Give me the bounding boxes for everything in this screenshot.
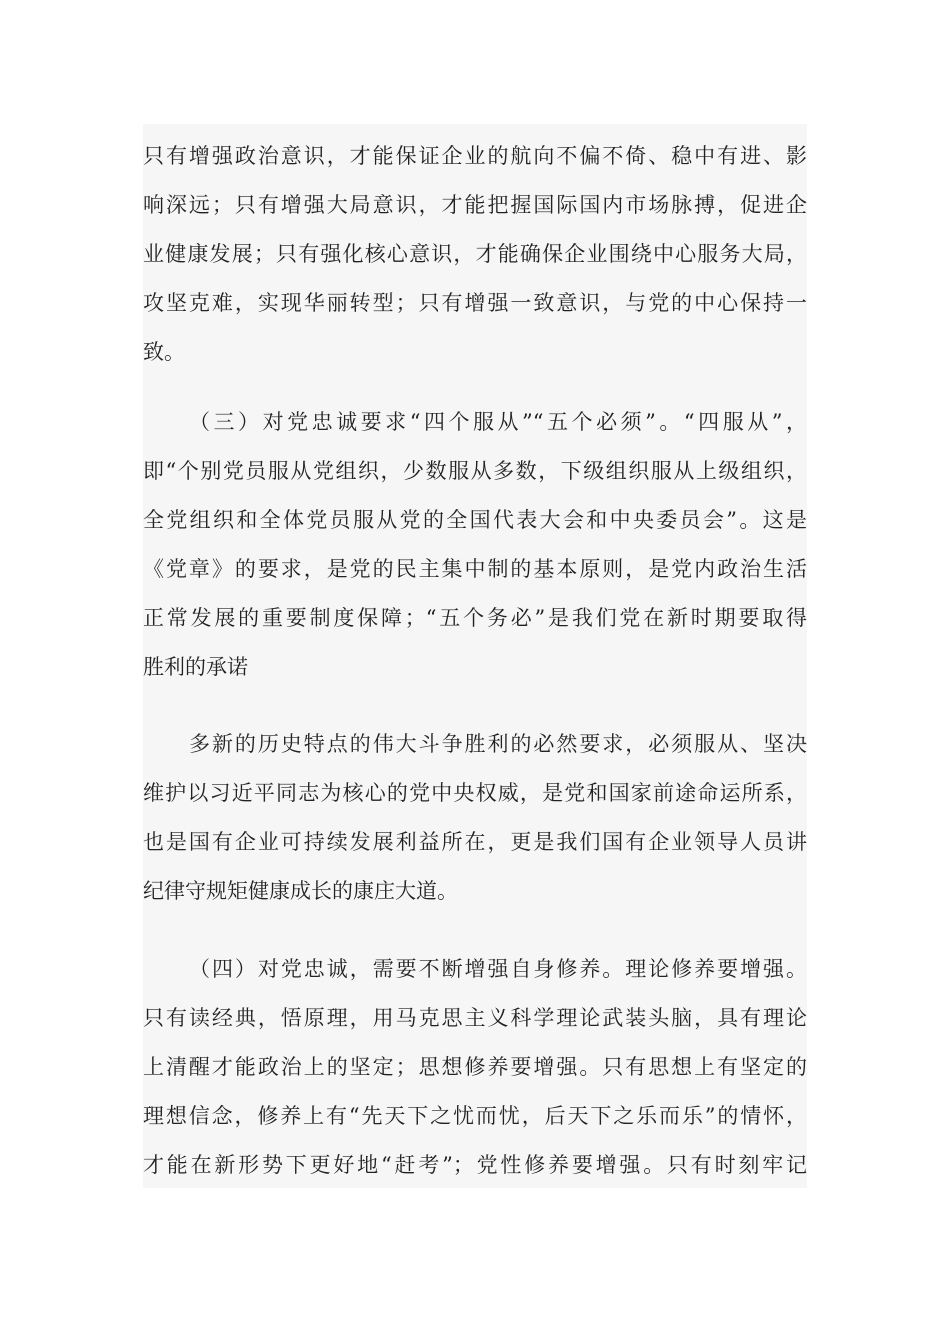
text-line: 全党组织和全体党员服从党的全国代表大会和中央委员会”。这是	[143, 508, 807, 532]
paragraph-political-awareness	[143, 132, 807, 377]
text-line: 上清醒才能政治上的坚定；思想修养要增强。只有思想上有坚定的	[143, 1055, 807, 1079]
text-line: 纪律守规矩健康成长的康庄大道。	[143, 879, 458, 903]
paragraph-self-cultivation	[143, 945, 807, 1190]
text-line: 胜利的承诺	[143, 655, 248, 679]
text-line: 只有增强政治意识，才能保证企业的航向不偏不倚、稳中有进、影	[143, 144, 807, 168]
text-line: 即“个别党员服从党组织，少数服从多数，下级组织服从上级组织，	[143, 459, 807, 483]
text-line: 响深远；只有增强大局意识，才能把握国际国内市场脉搏，促进企	[143, 193, 807, 217]
text-line: 攻坚克难，实现华丽转型；只有增强一致意识，与党的中心保持一	[143, 291, 807, 315]
text-line: 多新的历史特点的伟大斗争胜利的必然要求，必须服从、坚决	[189, 732, 807, 756]
text-line: 才能在新形势下更好地“赶考”；党性修养要增强。只有时刻牢记	[143, 1153, 807, 1177]
paragraph-loyalty-requirements	[143, 398, 807, 692]
paragraph-party-authority	[143, 720, 807, 916]
text-line: 《党章》的要求，是党的民主集中制的基本原则，是党内政治生活	[143, 557, 807, 581]
text-line: （四）对党忠诚，需要不断增强自身修养。理论修养要增强。	[189, 957, 807, 981]
text-line: 维护以习近平同志为核心的党中央权威，是党和国家前途命运所系，	[143, 781, 807, 805]
text-line: 也是国有企业可持续发展利益所在，更是我们国有企业领导人员讲	[143, 830, 807, 854]
document-page	[143, 124, 807, 1188]
text-line: 业健康发展；只有强化核心意识，才能确保企业围绕中心服务大局，	[143, 242, 807, 266]
text-line: 致。	[143, 340, 185, 364]
text-line: 只有读经典，悟原理，用马克思主义科学理论武装头脑，具有理论	[143, 1006, 807, 1030]
text-line: 理想信念，修养上有“先天下之忧而忧，后天下之乐而乐”的情怀，	[143, 1104, 807, 1128]
text-line: 正常发展的重要制度保障；“五个务必”是我们党在新时期要取得	[143, 606, 807, 630]
text-line: （三）对党忠诚要求“四个服从”“五个必须”。“四服从”，	[189, 410, 807, 434]
